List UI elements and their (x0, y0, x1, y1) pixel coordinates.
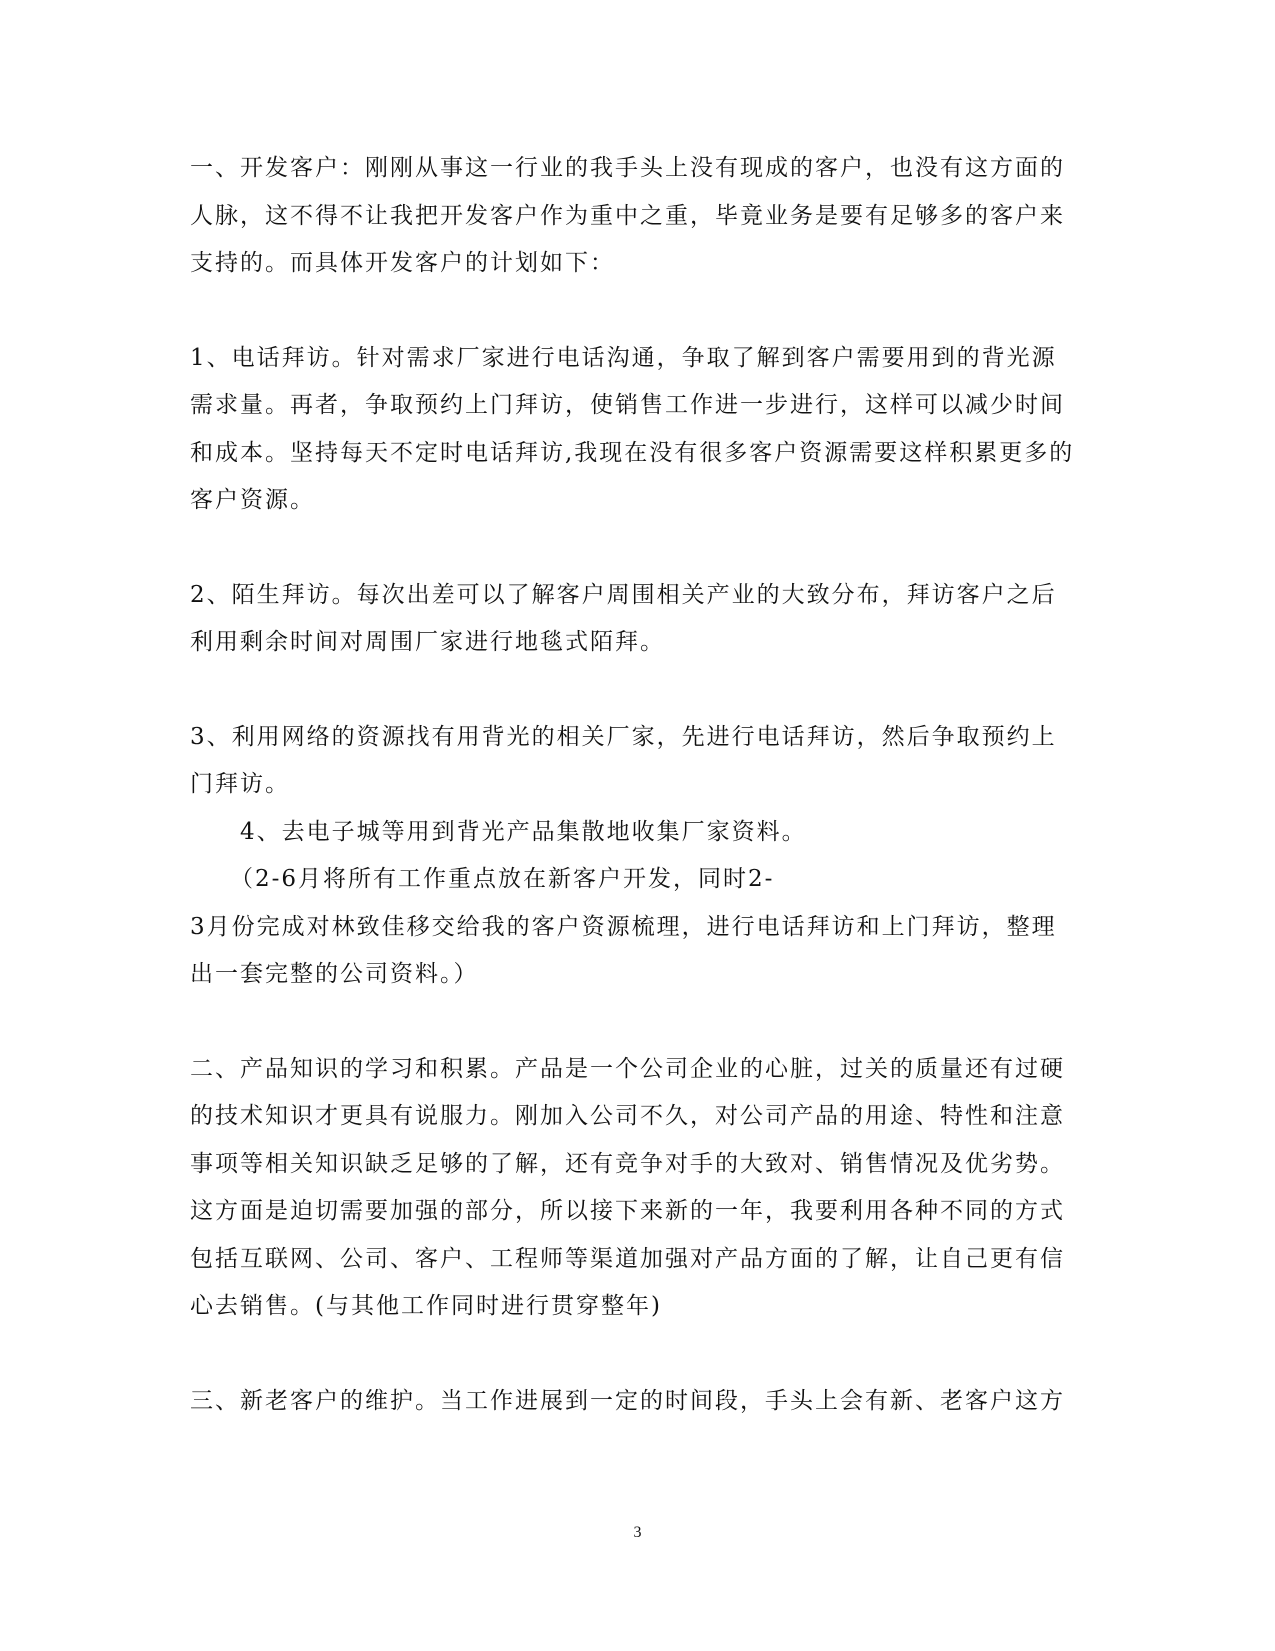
paragraph-gap (190, 667, 1080, 714)
paragraph-schedule-note-rest: 3月份完成对林致佳移交给我的客户资源梳理，进行电话拜访和上门拜访，整理出一套完整的公司资料。） (190, 913, 1057, 987)
page-number: 3 (633, 1524, 642, 1541)
paragraph-product-knowledge: 二、产品知识的学习和积累。产品是一个公司企业的心脏，过关的质量还有过硬的技术知识才更具有说服力。刚加入公司不久，对公司产品的用途、特性和注意事项等相关知识缺乏足够的了解，还有竞争对手的大致对、销售情况及优劣势。这方面是迫切需要加强的部分，所以接下来新的一年，我要利用各种不同的方式包括互联网、公司、客户、工程师等渠道加强对产品方面的了解，让自己更有信心去销售。(与其他工作同时进行贯穿整年) (190, 1055, 1065, 1319)
paragraph-cold-visit: 2、陌生拜访。每次出差可以了解客户周围相关产业的大致分布，拜访客户之后利用剩余时间对周围厂家进行地毯式陌拜。 (190, 581, 1057, 655)
paragraph-schedule-note-line1: （2-6月将所有工作重点放在新客户开发，同时2- (230, 866, 775, 892)
paragraph-online-resources: 3、利用网络的资源找有用背光的相关厂家，先进行电话拜访，然后争取预约上门拜访。 (190, 723, 1057, 797)
paragraph-develop-customers: 一、开发客户：刚刚从事这一行业的我手头上没有现成的客户，也没有这方面的人脉，这不得不让我把开发客户作为重中之重，毕竟业务是要有足够多的客户来支持的。而具体开发客户的计划如下： (190, 155, 1065, 276)
paragraph-phone-visit: 1、电话拜访。针对需求厂家进行电话沟通，争取了解到客户需要用到的背光源需求量。再者，争取预约上门拜访，使销售工作进一步进行，这样可以减少时间和成本。坚持每天不定时电话拜访,我现在没有很多客户资源需要这样积累更多的客户资源。 (190, 344, 1075, 513)
document-body (190, 145, 1080, 1425)
paragraph-electronics-market: 4、去电子城等用到背光产品集散地收集厂家资料。 (240, 818, 807, 845)
paragraph-customer-maintenance: 三、新老客户的维护。当工作进展到一定的时间段，手头上会有新、老客户这方 (190, 1387, 1065, 1414)
paragraph-gap (190, 999, 1080, 1046)
paragraph-gap (190, 1331, 1080, 1378)
paragraph-gap (190, 288, 1080, 335)
paragraph-gap (190, 525, 1080, 572)
